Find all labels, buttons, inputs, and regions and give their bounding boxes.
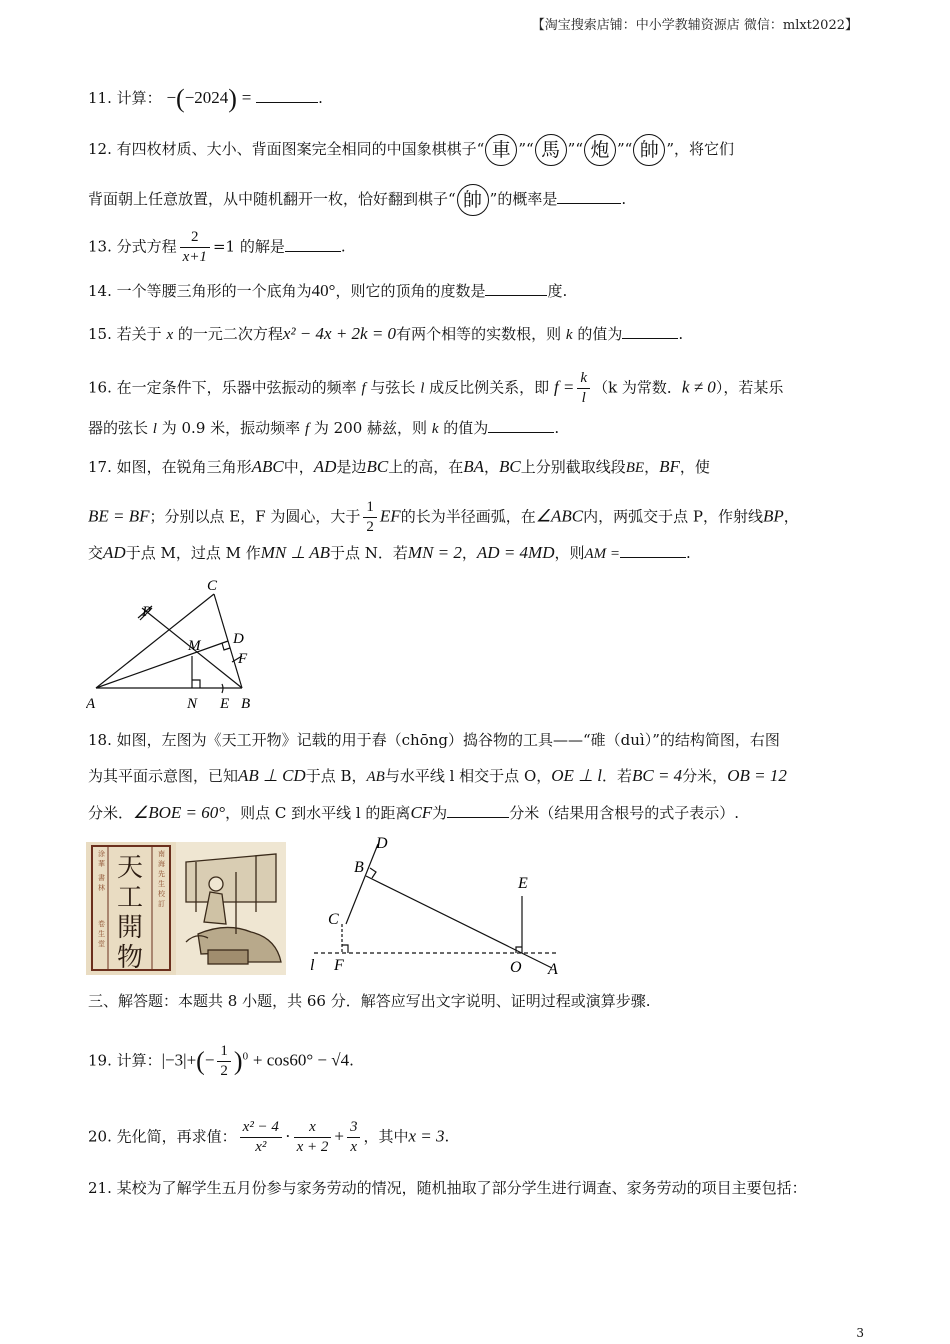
section-3-heading: 三、解答题：本题共 8 小题，共 66 分．解答应写出文字说明、证明过程或演算步骤. <box>88 992 651 1010</box>
book-title-char: 工 <box>116 883 144 912</box>
segment-cd <box>346 844 378 924</box>
question-11: 11. 计算： −(−2024) = . <box>88 84 323 113</box>
label-c: C <box>328 911 339 928</box>
question-21: 21. 某校为了解学生五月份参与家务劳动的情况，随机抽取了部分学生进行调查、家务劳动的项目主要包括： <box>88 1179 807 1197</box>
question-19: 19. 计算：|−3|+(− $\frac{1}{2}$ )$^0$ + cos60° − √4. <box>88 1043 354 1079</box>
answer-blank[interactable] <box>488 416 554 433</box>
book-title-char: 天 <box>116 853 144 882</box>
chess-piece: 帥 <box>457 184 489 216</box>
question-17-line2: BE = BF；分别以点 E，F 为圆心，大于 $\frac{1}{2}$ EF的长为半径画弧，在∠ABC内，两弧交于点 P，作射线BP， <box>88 499 799 535</box>
svg-text:海: 海 <box>158 860 165 868</box>
fraction: $\frac{\text{x² − 4}}{\text{x²}}$ <box>240 1118 282 1157</box>
label-a: A <box>86 696 96 712</box>
answer-blank[interactable] <box>557 187 621 204</box>
svg-text:南: 南 <box>158 850 165 858</box>
answer-blank[interactable] <box>622 322 678 339</box>
fraction: $\frac{3}{x}$ <box>347 1118 361 1157</box>
question-20: 20. 先化简，再求值： $\frac{\text{x² − 4}}{\text{x²}}$ · $\frac{x}{x + 2}$ + $\frac{3}{x}$ ，其中x = 3. <box>88 1119 450 1155</box>
label-d: D <box>233 631 244 647</box>
question-16-line2: 器的弦长 l 为 0.9 米，振动频率 f 为 200 赫兹，则 k 的值为 . <box>88 416 559 441</box>
answer-blank[interactable] <box>447 801 509 818</box>
answer-blank[interactable] <box>485 279 547 296</box>
label-p: P <box>142 604 152 620</box>
chess-piece: 炮 <box>584 134 616 166</box>
question-18-line3: 分米．∠BOE = 60°，则点 C 到水平线 l 的距离CF为 分米（结果用含根号的式子表示）. <box>88 803 739 822</box>
fraction: $\frac{1}{2}$ <box>363 498 377 537</box>
altitude-ad <box>96 641 228 688</box>
right-angle-f <box>342 945 348 953</box>
question-18: 18. 如图，左图为《天工开物》记载的用于舂（chōng）捣谷物的工具——“碓（duì）”的结构简图，右图 <box>88 731 780 749</box>
right-angle-b <box>370 868 376 878</box>
answer-blank[interactable] <box>285 235 341 252</box>
question-17-line3: 交AD于点 M，过点 M 作MN ⊥ AB于点 N．若MN = 2，AD = 4MD，则AM = . <box>88 543 691 562</box>
answer-blank[interactable] <box>256 86 318 103</box>
tiangong-kaiwu-illustration <box>86 842 286 975</box>
svg-text:堂: 堂 <box>98 940 105 948</box>
svg-text:林: 林 <box>98 884 105 892</box>
label-n: N <box>187 696 198 712</box>
chess-piece: 馬 <box>535 134 567 166</box>
label-f: F <box>238 651 248 667</box>
pestle-schematic <box>306 832 576 978</box>
fraction: $\frac{x}{x + 2}$ <box>294 1118 332 1157</box>
book-title-char: 物 <box>116 943 144 972</box>
question-16: 16. 在一定条件下，乐器中弦振动的频率 f 与弦长 l 成反比例关系，即 f = $\frac{k}{l}$ （k 为常数．k ≠ 0），若某乐 <box>88 370 784 406</box>
question-13: 13. 分式方程 $\frac{2}{x+1}$ =1 的解是 . <box>88 229 346 265</box>
book-title-char: 開 <box>116 913 144 942</box>
svg-text:涂: 涂 <box>98 850 105 858</box>
svg-text:華: 華 <box>98 860 105 868</box>
question-12: 12. 有四枚材质、大小、背面图案完全相同的中国象棋棋子“ 車 ”“ 馬 ”“ 炮 ”“ 帥 ”，将它们 <box>88 134 734 166</box>
label-o: O <box>510 959 522 976</box>
label-e: E <box>518 875 528 892</box>
triangle-figure <box>86 572 276 714</box>
fraction: $\frac{2}{x+1}$ <box>180 228 210 267</box>
label-b: B <box>354 859 364 876</box>
label-a: A <box>548 961 558 978</box>
label-c: C <box>207 578 218 594</box>
fraction: $\frac{k}{l}$ <box>577 369 590 408</box>
svg-text:卷: 卷 <box>98 920 105 928</box>
label-m: M <box>188 638 201 654</box>
question-12-line2: 背面朝上任意放置，从中随机翻开一枚，恰好翻到棋子“ 帥 ”的概率是 . <box>88 184 626 216</box>
svg-text:訂: 訂 <box>158 900 165 908</box>
label-e: E <box>220 696 230 712</box>
svg-text:書: 書 <box>98 874 105 882</box>
question-18-line2: 为其平面示意图，已知AB ⊥ CD于点 B，AB与水平线 l 相交于点 O，OE ⊥ l．若BC = 4分米，OB = 12 <box>88 766 787 785</box>
question-14: 14. 一个等腰三角形的一个底角为40°，则它的顶角的度数是 度. <box>88 281 568 300</box>
label-b: B <box>241 696 251 712</box>
question-17: 17. 如图，在锐角三角形ABC中，AD是边BC上的高，在BA，BC上分别截取线段BE，BF，使 <box>88 457 710 476</box>
question-15: 15. 若关于 x 的一元二次方程x² − 4x + 2k = 0有两个相等的实数根，则 k 的值为 . <box>88 324 684 343</box>
svg-text:生: 生 <box>98 930 105 938</box>
label-d: D <box>376 835 388 852</box>
fraction: $\frac{1}{2}$ <box>217 1042 231 1081</box>
answer-blank[interactable] <box>620 541 686 558</box>
svg-text:校: 校 <box>158 890 165 898</box>
label-f: F <box>334 957 344 974</box>
page-number: 3 <box>856 1326 864 1340</box>
header-banner: 【淘宝搜索店铺：中小学教辅资源店 微信：mlxt2022】 <box>531 18 858 33</box>
chess-piece: 車 <box>485 134 517 166</box>
svg-text:先: 先 <box>158 870 165 878</box>
right-angle-n <box>192 680 200 688</box>
label-l: l <box>310 957 315 974</box>
chess-piece: 帥 <box>633 134 665 166</box>
svg-text:生: 生 <box>158 880 165 888</box>
